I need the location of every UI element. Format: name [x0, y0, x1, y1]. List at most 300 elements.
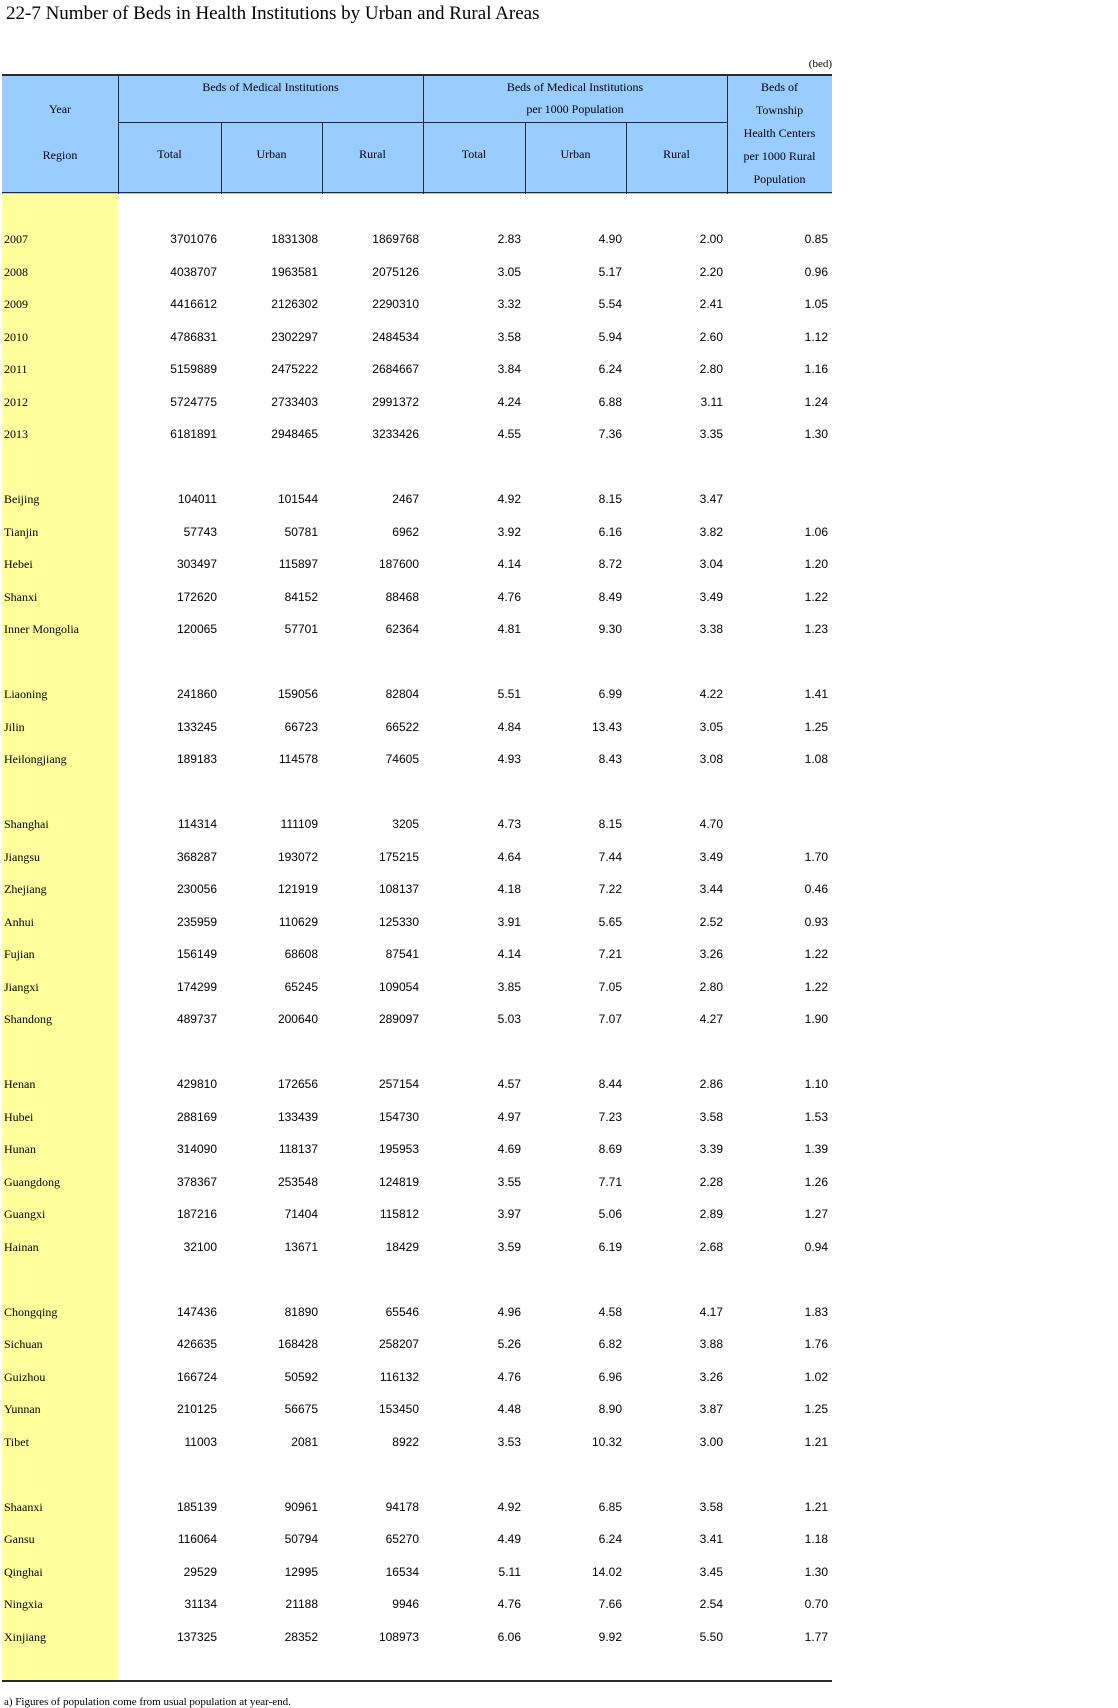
- table-cell: 5.06: [598, 1207, 622, 1221]
- table-cell: 4038707: [170, 264, 217, 279]
- table-row: [0, 557, 834, 577]
- table-cell: 4.76: [497, 1369, 521, 1384]
- row-label: Hainan: [4, 1239, 39, 1254]
- table-cell: 5.26: [497, 1337, 521, 1351]
- row-label: Qinghai: [4, 1564, 43, 1579]
- table-cell: 57743: [183, 524, 217, 539]
- table-cell: 1869768: [372, 232, 419, 246]
- table-cell: 1.22: [804, 589, 828, 604]
- table-cell: 174299: [176, 979, 217, 994]
- table-cell: 1.39: [804, 1142, 828, 1156]
- unit-label: (bed): [808, 58, 832, 70]
- table-cell: 18429: [385, 1239, 419, 1254]
- table-cell: 6962: [392, 524, 419, 539]
- header-bottom-rule: [2, 192, 832, 193]
- table-cell: 5.11: [498, 1564, 521, 1579]
- table-cell: 6181891: [170, 427, 217, 441]
- table-cell: 133439: [277, 1109, 318, 1124]
- table-cell: 2.80: [699, 979, 723, 994]
- table-cell: 65270: [385, 1532, 419, 1546]
- table-row: [0, 1142, 834, 1162]
- table-cell: 82804: [385, 687, 419, 701]
- table-cell: 8.15: [598, 817, 622, 831]
- township-header-line4: per 1000 Rural: [743, 149, 816, 163]
- table-cell: 2.60: [699, 329, 723, 344]
- table-cell: 3.85: [497, 979, 521, 994]
- table-cell: 429810: [176, 1077, 217, 1091]
- table-cell: 1.21: [804, 1499, 828, 1514]
- table-row: [0, 817, 834, 837]
- table-cell: 2467: [392, 492, 419, 506]
- table-cell: 3.00: [699, 1434, 723, 1449]
- table-cell: 168428: [277, 1337, 318, 1351]
- table-cell: 1.41: [804, 687, 828, 701]
- table-cell: 3205: [392, 817, 419, 831]
- table-cell: 111109: [280, 817, 318, 831]
- table-cell: 6.82: [598, 1337, 622, 1351]
- table-cell: 5.65: [598, 914, 622, 929]
- table-cell: 4.81: [497, 622, 521, 636]
- table-cell: 1.16: [804, 362, 828, 376]
- table-cell: 120065: [176, 622, 217, 636]
- table-cell: 66723: [284, 719, 318, 734]
- row-label: 2007: [4, 232, 28, 246]
- row-label: Fujian: [4, 947, 35, 961]
- table-cell: 3.32: [497, 297, 521, 311]
- table-cell: 133245: [176, 719, 217, 734]
- table-cell: 2.83: [497, 232, 521, 246]
- table-row: [0, 882, 834, 902]
- table-cell: 7.21: [598, 947, 622, 961]
- table-cell: 2484534: [372, 329, 419, 344]
- table-cell: 32100: [183, 1239, 217, 1254]
- table-cell: 7.71: [598, 1174, 622, 1189]
- table-cell: 5159889: [170, 362, 217, 376]
- table-cell: 235959: [176, 914, 217, 929]
- table-row: [0, 1012, 834, 1032]
- table-cell: 6.16: [598, 524, 622, 539]
- table-row: [0, 525, 834, 545]
- table-row: [0, 362, 834, 382]
- table-cell: 3.05: [497, 264, 521, 279]
- table-row: [0, 1370, 834, 1390]
- table-cell: 4.64: [497, 849, 521, 864]
- table-cell: 4.96: [497, 1304, 521, 1319]
- table-cell: 4.17: [699, 1304, 723, 1319]
- table-cell: 3.53: [497, 1434, 521, 1449]
- table-cell: 2.68: [699, 1239, 723, 1254]
- table-cell: 159056: [277, 687, 318, 701]
- table-cell: 1963581: [271, 264, 318, 279]
- row-label: Jiangxi: [4, 979, 39, 994]
- table-cell: 4.14: [497, 947, 521, 961]
- table-cell: 4.92: [497, 1499, 521, 1514]
- table-cell: 2.20: [699, 264, 723, 279]
- table-cell: 114578: [278, 752, 318, 766]
- table-cell: 1.12: [804, 329, 828, 344]
- table-cell: 3.11: [700, 394, 723, 409]
- table-row: [0, 1110, 834, 1130]
- table-row: [0, 1305, 834, 1325]
- table-cell: 1.22: [804, 947, 828, 961]
- table-cell: 121919: [277, 882, 318, 896]
- table-cell: 195953: [378, 1142, 419, 1156]
- row-label: Jiangsu: [4, 849, 40, 864]
- table-cell: 10.32: [591, 1434, 622, 1449]
- table-cell: 6.99: [598, 687, 622, 701]
- table-cell: 156149: [176, 947, 217, 961]
- table-cell: 62364: [385, 622, 419, 636]
- table-cell: 4.76: [497, 589, 521, 604]
- table-cell: 3.49: [699, 589, 723, 604]
- table-cell: 3.92: [497, 524, 521, 539]
- year-header: Year: [48, 102, 72, 116]
- table-cell: 3.91: [497, 914, 521, 929]
- table-cell: 0.94: [804, 1239, 828, 1254]
- table-row: [0, 1565, 834, 1585]
- table-row: [0, 947, 834, 967]
- table-row: [0, 297, 834, 317]
- table-cell: 5724775: [170, 394, 217, 409]
- table-cell: 94178: [385, 1499, 419, 1514]
- table-cell: 50592: [284, 1369, 318, 1384]
- table-cell: 230056: [176, 882, 217, 896]
- table-cell: 368287: [176, 849, 217, 864]
- table-cell: 8.69: [598, 1142, 622, 1156]
- rural-header: Rural: [359, 147, 386, 161]
- total-per-1000-header: Total: [461, 147, 487, 161]
- row-label: Shanghai: [4, 817, 49, 831]
- table-cell: 189183: [176, 752, 217, 766]
- row-label: Zhejiang: [4, 882, 47, 896]
- table-cell: 4.73: [497, 817, 521, 831]
- table-cell: 4.24: [497, 394, 521, 409]
- table-cell: 21188: [285, 1597, 318, 1611]
- table-cell: 57701: [284, 622, 318, 636]
- table-cell: 116064: [177, 1532, 217, 1546]
- table-cell: 4.27: [699, 1012, 723, 1026]
- table-cell: 4.84: [497, 719, 521, 734]
- township-header-line3: Health Centers: [743, 126, 816, 140]
- table-cell: 6.19: [598, 1239, 622, 1254]
- table-cell: 50794: [284, 1532, 318, 1546]
- table-cell: 489737: [176, 1012, 217, 1026]
- table-cell: 187600: [378, 557, 419, 571]
- table-cell: 1.08: [804, 752, 828, 766]
- table-cell: 4.76: [497, 1597, 521, 1611]
- row-label: Henan: [4, 1077, 36, 1091]
- row-label: Yunnan: [4, 1402, 41, 1416]
- table-row: [0, 330, 834, 350]
- table-cell: 147436: [176, 1304, 217, 1319]
- row-label: Tianjin: [4, 524, 39, 539]
- table-cell: 3.08: [699, 752, 723, 766]
- table-cell: 0.46: [804, 882, 828, 896]
- table-cell: 175215: [378, 849, 419, 864]
- table-cell: 3.44: [699, 882, 723, 896]
- table-cell: 2948465: [271, 427, 318, 441]
- row-label: Guizhou: [4, 1369, 46, 1384]
- table-cell: 3.58: [699, 1499, 723, 1514]
- table-cell: 3.59: [497, 1239, 521, 1254]
- row-label: Shanxi: [4, 589, 38, 604]
- table-cell: 1.06: [804, 524, 828, 539]
- table-cell: 4.58: [598, 1304, 622, 1319]
- table-cell: 2.80: [699, 362, 723, 376]
- table-cell: 8.15: [598, 492, 622, 506]
- table-cell: 4.49: [497, 1532, 521, 1546]
- table-cell: 3.47: [699, 492, 723, 506]
- table-cell: 8.44: [598, 1077, 622, 1091]
- row-label: Tibet: [4, 1434, 29, 1449]
- table-cell: 28352: [284, 1629, 318, 1644]
- table-cell: 13.43: [591, 719, 622, 734]
- table-row: [0, 590, 834, 610]
- table-cell: 2.41: [699, 297, 723, 311]
- table-cell: 303497: [176, 557, 217, 571]
- table-cell: 8.90: [598, 1402, 622, 1416]
- table-cell: 1.02: [804, 1369, 828, 1384]
- table-cell: 4.14: [497, 557, 521, 571]
- table-cell: 1.23: [804, 622, 828, 636]
- table-cell: 1.76: [804, 1337, 828, 1351]
- table-row: [0, 1207, 834, 1227]
- table-cell: 1.77: [804, 1629, 828, 1644]
- table-cell: 2302297: [271, 329, 318, 344]
- table-cell: 13671: [284, 1239, 318, 1254]
- table-cell: 6.24: [598, 362, 622, 376]
- row-label: 2013: [4, 427, 28, 441]
- table-row: [0, 1240, 834, 1260]
- table-cell: 4.69: [497, 1142, 521, 1156]
- table-cell: 1.25: [804, 719, 828, 734]
- table-cell: 3.97: [497, 1207, 521, 1221]
- beds-medical-header: Beds of Medical Institutions: [202, 80, 339, 94]
- table-cell: 3.41: [699, 1532, 723, 1546]
- table-cell: 2.00: [699, 232, 723, 246]
- table-cell: 4.18: [497, 882, 521, 896]
- table-cell: 3.49: [699, 849, 723, 864]
- table-cell: 4.70: [699, 817, 723, 831]
- row-label: 2011: [4, 362, 28, 376]
- page-title: 22-7 Number of Beds in Health Institutions by Urban and Rural Areas: [6, 3, 540, 24]
- table-cell: 2126302: [271, 297, 318, 311]
- row-label: 2012: [4, 394, 28, 409]
- row-label: Gansu: [4, 1532, 35, 1546]
- table-cell: 257154: [378, 1077, 419, 1091]
- table-cell: 115812: [379, 1207, 419, 1221]
- table-cell: 3.87: [699, 1402, 723, 1416]
- table-cell: 1.27: [804, 1207, 828, 1221]
- table-cell: 5.54: [598, 297, 622, 311]
- table-cell: 3701076: [170, 232, 217, 246]
- row-label: Chongqing: [4, 1304, 58, 1319]
- table-cell: 3.26: [699, 947, 723, 961]
- table-cell: 2475222: [271, 362, 318, 376]
- row-label: Guangxi: [4, 1207, 46, 1221]
- table-bottom-rule: [2, 1680, 832, 1682]
- table-row: [0, 1402, 834, 1422]
- table-cell: 210125: [176, 1402, 217, 1416]
- row-label: Sichuan: [4, 1337, 43, 1351]
- row-label: 2008: [4, 264, 28, 279]
- table-cell: 7.05: [598, 979, 622, 994]
- table-cell: 6.88: [598, 394, 622, 409]
- table-cell: 3.82: [699, 524, 723, 539]
- table-cell: 2075126: [372, 264, 419, 279]
- beds-per-1000-header-line2: per 1000 Population: [526, 102, 624, 116]
- table-row: [0, 622, 834, 642]
- table-cell: 3.38: [699, 622, 723, 636]
- table-cell: 3.04: [699, 557, 723, 571]
- table-row: [0, 1077, 834, 1097]
- table-cell: 65546: [385, 1304, 419, 1319]
- table-row: [0, 1435, 834, 1455]
- table-cell: 4.93: [497, 752, 521, 766]
- row-label: Inner Mongolia: [4, 622, 79, 636]
- table-cell: 56675: [284, 1402, 318, 1416]
- table-cell: 258207: [378, 1337, 419, 1351]
- table-cell: 14.02: [591, 1564, 622, 1579]
- table-cell: 4.55: [497, 427, 521, 441]
- township-header-line2: Township: [755, 103, 804, 117]
- table-cell: 5.51: [497, 687, 521, 701]
- row-label: Jilin: [4, 719, 25, 734]
- table-header: [2, 74, 832, 194]
- table-cell: 2290310: [372, 297, 419, 311]
- table-cell: 116132: [379, 1369, 419, 1384]
- table-cell: 1.22: [804, 979, 828, 994]
- urban-per-1000-header: Urban: [560, 147, 591, 161]
- table-cell: 9.30: [598, 622, 622, 636]
- table-cell: 172620: [176, 589, 217, 604]
- table-row: [0, 232, 834, 252]
- table-cell: 426635: [176, 1337, 217, 1351]
- table-cell: 125330: [378, 914, 419, 929]
- table-cell: 2081: [291, 1434, 318, 1449]
- table-cell: 3233426: [372, 427, 419, 441]
- table-cell: 1.25: [804, 1402, 828, 1416]
- table-cell: 187216: [176, 1207, 217, 1221]
- table-row: [0, 1597, 834, 1617]
- table-row: [0, 265, 834, 285]
- table-cell: 4.90: [598, 232, 622, 246]
- table-cell: 2.89: [699, 1207, 723, 1221]
- table-cell: 0.96: [804, 264, 828, 279]
- table-cell: 8.49: [598, 589, 622, 604]
- table-cell: 3.45: [699, 1564, 723, 1579]
- table-cell: 1.10: [804, 1077, 828, 1091]
- table-cell: 4.22: [699, 687, 723, 701]
- table-row: [0, 1337, 834, 1357]
- table-cell: 3.55: [497, 1174, 521, 1189]
- row-label: Shandong: [4, 1012, 52, 1026]
- table-cell: 3.39: [699, 1142, 723, 1156]
- table-cell: 7.23: [598, 1109, 622, 1124]
- table-cell: 4416612: [170, 297, 217, 311]
- beds-per-1000-header-line1: Beds of Medical Institutions: [506, 80, 644, 94]
- table-cell: 50781: [284, 524, 318, 539]
- table-cell: 8.72: [598, 557, 622, 571]
- table-cell: 7.07: [598, 1012, 622, 1026]
- row-label: Liaoning: [4, 687, 48, 701]
- table-cell: 81890: [284, 1304, 318, 1319]
- table-cell: 6.85: [598, 1499, 622, 1514]
- table-cell: 1.90: [804, 1012, 828, 1026]
- table-cell: 9946: [392, 1597, 419, 1611]
- table-cell: 0.70: [804, 1597, 828, 1611]
- row-label: 2010: [4, 329, 28, 344]
- table-cell: 153450: [378, 1402, 419, 1416]
- table-cell: 101544: [277, 492, 318, 506]
- table-cell: 172656: [277, 1077, 318, 1091]
- table-cell: 0.93: [804, 914, 828, 929]
- table-row: [0, 492, 834, 512]
- table-row: [0, 1500, 834, 1520]
- table-cell: 378367: [176, 1174, 217, 1189]
- table-cell: 185139: [176, 1499, 217, 1514]
- table-cell: 1.05: [804, 297, 828, 311]
- table-cell: 3.35: [699, 427, 723, 441]
- table-cell: 3.58: [699, 1109, 723, 1124]
- table-cell: 1.30: [804, 1564, 828, 1579]
- table-row: [0, 1630, 834, 1650]
- table-cell: 166724: [176, 1369, 217, 1384]
- table-row: [0, 720, 834, 740]
- township-header-line5: Population: [753, 172, 806, 186]
- table-cell: 1.24: [804, 394, 828, 409]
- table-cell: 2991372: [372, 394, 419, 409]
- table-cell: 1.30: [804, 427, 828, 441]
- table-cell: 2.28: [699, 1174, 723, 1189]
- table-cell: 6.24: [598, 1532, 622, 1546]
- footnote: a) Figures of population come from usual population at year-end.: [4, 1696, 291, 1708]
- table-cell: 74605: [385, 752, 419, 766]
- table-cell: 1.26: [804, 1174, 828, 1189]
- table-cell: 2733403: [271, 394, 318, 409]
- table-cell: 289097: [378, 1012, 419, 1026]
- table-cell: 90961: [284, 1499, 318, 1514]
- table-cell: 3.84: [497, 362, 521, 376]
- table-row: [0, 850, 834, 870]
- region-column-background: [2, 192, 118, 1680]
- table-cell: 5.03: [497, 1012, 521, 1026]
- table-cell: 84152: [284, 589, 318, 604]
- table-cell: 31134: [184, 1597, 217, 1611]
- table-cell: 4.97: [497, 1109, 521, 1124]
- table-cell: 5.94: [598, 329, 622, 344]
- table-cell: 1.70: [804, 849, 828, 864]
- row-label: Shaanxi: [4, 1499, 43, 1514]
- table-cell: 71404: [284, 1207, 318, 1221]
- table-cell: 7.36: [598, 427, 622, 441]
- region-header: Region: [42, 148, 78, 162]
- table-cell: 16534: [385, 1564, 419, 1579]
- table-cell: 68608: [284, 947, 318, 961]
- table-cell: 2.54: [699, 1597, 723, 1611]
- table-row: [0, 395, 834, 415]
- table-cell: 9.92: [598, 1629, 622, 1644]
- row-label: Ningxia: [4, 1597, 43, 1611]
- row-label: Beijing: [4, 492, 40, 506]
- table-cell: 7.22: [598, 882, 622, 896]
- table-cell: 1831308: [271, 232, 318, 246]
- table-row: [0, 980, 834, 1000]
- table-cell: 241860: [176, 687, 217, 701]
- row-label: Hebei: [4, 557, 33, 571]
- row-label: Xinjiang: [4, 1629, 46, 1644]
- table-row: [0, 1175, 834, 1195]
